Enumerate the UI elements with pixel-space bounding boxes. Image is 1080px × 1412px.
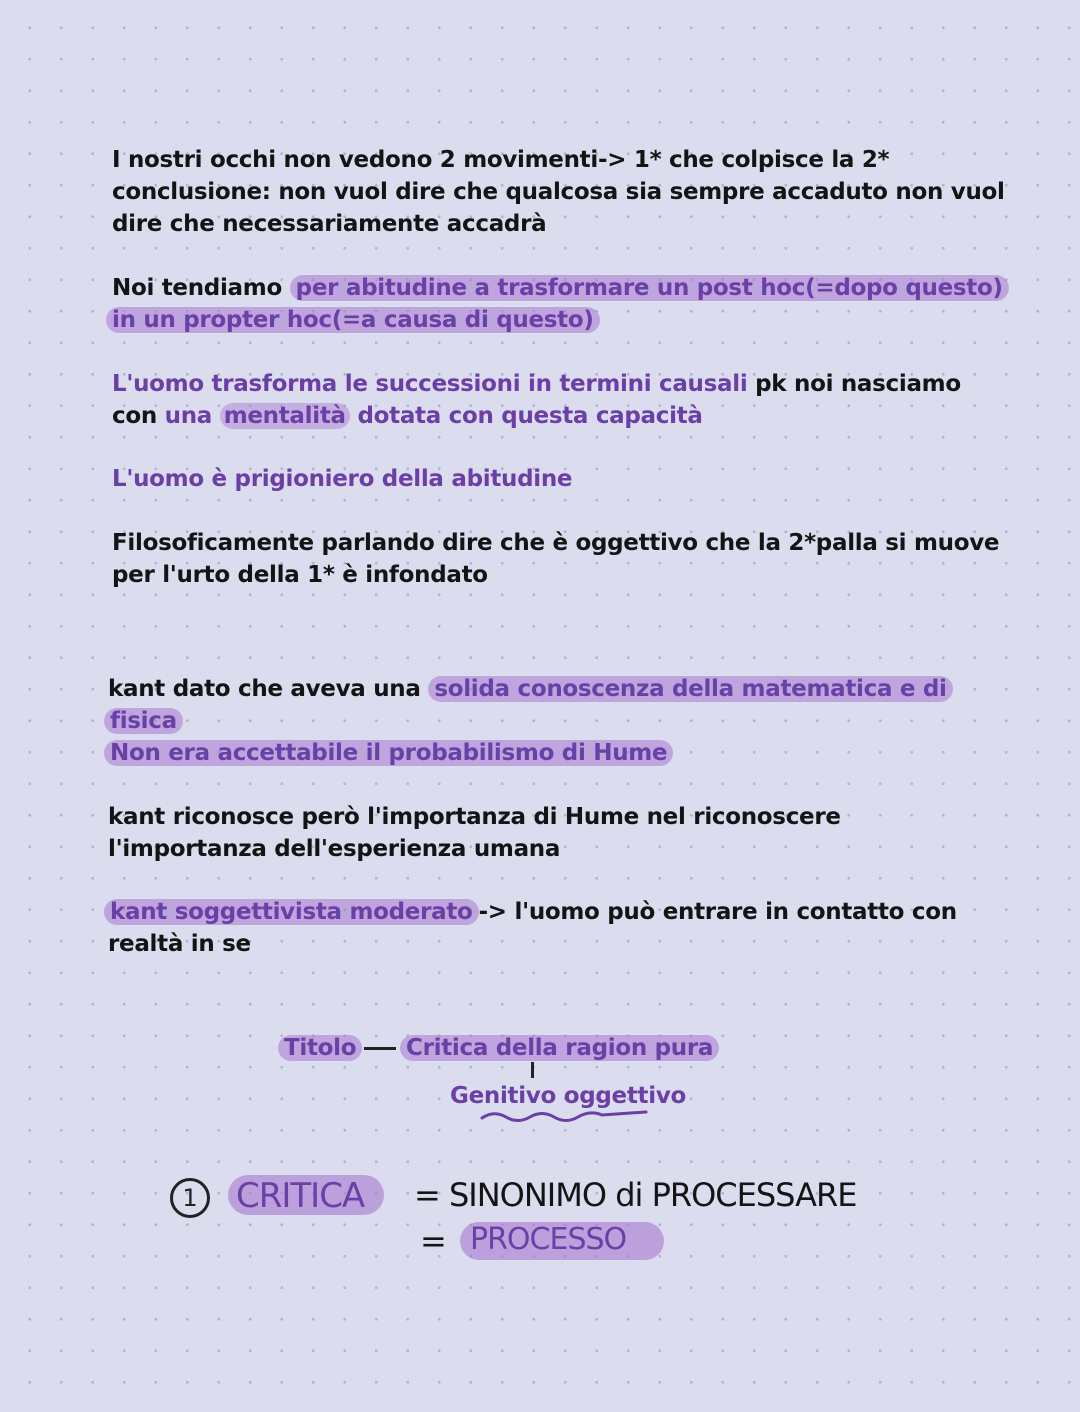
equals-sign: =: [420, 1222, 446, 1260]
note-line: [112, 272, 1009, 304]
highlighted-text: Non era accettabile il probabilismo di Hume: [104, 740, 673, 766]
note-line: I nostri occhi non vedono 2 movimenti-> 1* che colpisce la 2*: [112, 147, 890, 173]
note-line: [108, 673, 953, 705]
highlighted-text: Critica della ragion pura: [400, 1035, 719, 1061]
definition-synonym: = SINONIMO di PROCESSARE: [414, 1176, 857, 1214]
note-line: [112, 368, 961, 400]
number-circle: [170, 1178, 210, 1218]
note-text: kant dato che aveva una: [108, 676, 421, 702]
note-text: Noi tendiamo: [112, 275, 282, 301]
highlighted-text: fisica: [104, 708, 183, 734]
note-line: [104, 896, 957, 928]
wavy-underline: [480, 1108, 650, 1124]
highlighted-text: Titolo: [278, 1035, 362, 1061]
highlighted-text: in un propter hoc(=a causa di questo): [106, 307, 600, 333]
note-line: L'uomo è prigioniero della abitudine: [112, 466, 573, 492]
note-line: Filosoficamente parlando dire che è oggettivo che la 2*palla si muove: [112, 530, 1000, 556]
note-line: kant riconosce però l'importanza di Hume nel riconoscere: [108, 804, 841, 830]
note-line: [104, 705, 183, 737]
note-line: l'importanza dell'esperienza umana: [108, 836, 561, 862]
definition-process: PROCESSO: [470, 1222, 627, 1257]
note-line: dire che necessariamente accadrà: [112, 211, 547, 237]
note-line: [106, 304, 600, 336]
note-line: conclusione: non vuol dire che qualcosa sia sempre accaduto non vuol: [112, 179, 1005, 205]
note-line: realtà in se: [108, 931, 251, 957]
note-text: -> l'uomo può entrare in contatto con: [478, 899, 957, 925]
title-label: [278, 1032, 362, 1064]
connector-tick: [531, 1062, 534, 1078]
definition-term: CRITICA: [236, 1176, 365, 1216]
highlighted-text: kant soggettivista moderato: [104, 899, 479, 925]
highlighted-text: solida conoscenza della matematica e di: [428, 676, 952, 702]
purple-text: dotata con questa capacità: [349, 403, 703, 429]
note-line: per l'urto della 1* è infondato: [112, 562, 488, 588]
note-text: con: [112, 403, 165, 429]
note-text: pk noi nasciamo: [747, 371, 961, 397]
highlighted-text: mentalità: [220, 403, 350, 429]
purple-text: una: [164, 403, 220, 429]
purple-text: L'uomo trasforma le successioni in termini causali: [112, 371, 748, 397]
grammar-note: Genitivo oggettivo: [450, 1083, 687, 1109]
note-line: [104, 737, 673, 769]
number-label: 1: [182, 1184, 198, 1212]
dash-connector: [364, 1047, 396, 1050]
note-line: [112, 400, 703, 432]
work-title: [400, 1032, 719, 1064]
highlighted-text: per abitudine a trasformare un post hoc(=dopo questo): [290, 275, 1009, 301]
